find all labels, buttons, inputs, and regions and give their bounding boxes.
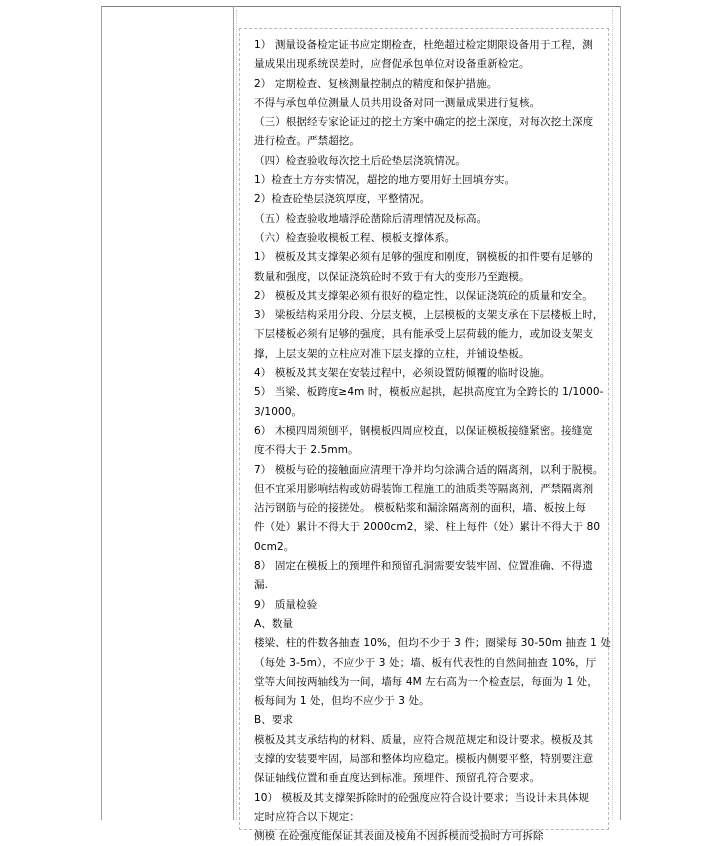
- text-line: 沾污钢筋与砼的接搓处。 模板粘浆和漏涂隔离剂的面积，墙、板按上每: [254, 502, 587, 515]
- text-line: 不得与承包单位测量人员共用设备对同一测量成果进行复核。: [254, 96, 541, 109]
- text-line: 6） 木模四周须刨平，钢模板四周应校直，以保证模板接缝紧密。接缝宽: [254, 424, 593, 437]
- text-line: 1） 测量设备检定证书应定期检查，杜绝超过检定期限设备用于工程，测: [254, 39, 593, 51]
- text-line: 板每间为 1 处，但均不应少于 3 处。: [254, 695, 430, 708]
- text-line: 9） 质量检验: [254, 598, 318, 611]
- table-right-border: [620, 6, 621, 820]
- text-line: 10） 模板及其支撑架拆除时的砼强度应符合设计要求；当设计未具体规: [254, 791, 589, 804]
- text-boundary-guide-right: [612, 10, 613, 820]
- text-line: 模板及其支承结构的材料、质量，应符合规范规定和设计要求。模板及其: [254, 733, 594, 746]
- text-line: 2）检查砼垫层浇筑厚度，平整情况。: [254, 193, 431, 206]
- text-line: 件（处）累计不得大于 2000cm2，梁、柱上每件（处）累计不得大于 80: [254, 521, 601, 534]
- text-line: 量成果出现系统误差时，应督促承包单位对设备重新检定。: [254, 58, 530, 71]
- table-top-border: [101, 6, 621, 7]
- text-line: 楼梁、柱的件数各抽查 10%，但均不少于 3 件；圈梁每 30-50m 抽查 1 处: [254, 637, 611, 650]
- text-line: 但不宜采用影响结构或妨碍装饰工程施工的油质类等隔离剂，严禁隔离剂: [254, 482, 594, 495]
- text-line: B、要求: [254, 714, 294, 727]
- text-line: （每处 3-5m），不应少于 3 处；墙、板有代表性的自然间抽查 10%，厅: [254, 656, 597, 669]
- document-body-text[interactable]: [254, 36, 611, 846]
- text-line: 8） 固定在模板上的预埋件和预留孔洞需要安装牢固、位置准确、不得遗: [254, 560, 593, 573]
- text-line: （三）根据经专家论证过的挖土方案中确定的挖土深度，对每次挖土深度: [254, 116, 594, 129]
- text-line: 2） 定期检查、复核测量控制点的精度和保护措施。: [254, 77, 498, 90]
- text-line: 撑，上层支架的立柱应对准下层支撑的立柱，并铺设垫板。: [254, 347, 530, 360]
- text-line: 支撑的安装要牢固，局部和整体均应稳定。模板内侧要平整，特别要注意: [254, 752, 594, 765]
- text-line: 1）检查土方夯实情况，超挖的地方要用好土回填夯实。: [254, 174, 516, 187]
- text-line: （六）检查验收模板工程、模板支撑体系。: [254, 231, 456, 244]
- text-line: （四）检查验收每次挖土后砼垫层浇筑情况。: [254, 154, 466, 167]
- text-line: （五）检查验收地墙浮砼凿除后清理情况及标高。: [254, 212, 488, 225]
- table-column-divider: [233, 6, 234, 820]
- text-line: 1） 模板及其支撑架必须有足够的强度和刚度，钢模板的扣件要有足够的: [254, 251, 593, 264]
- text-line: 5） 当梁、板跨度≥4m 时，模板应起拱，起拱高度宜为全跨长的 1/1000-: [254, 386, 604, 399]
- text-line: 4） 模板及其支架在安装过程中，必须设置防倾覆的临时设施。: [254, 367, 551, 380]
- text-line: A、数量: [254, 617, 294, 630]
- text-line: 3） 梁板结构采用分段、分层支模，上层模板的支架支承在下层楼板上时，: [254, 309, 604, 322]
- text-line: 定时应符合以下规定：: [254, 810, 360, 823]
- text-line: 保证轴线位置和垂直度达到标准。预埋件、预留孔符合要求。: [254, 772, 541, 785]
- text-line: 0cm2。: [254, 540, 295, 553]
- text-line: 下层楼板必须有足够的强度，具有能承受上层荷载的能力，或加设支架支: [254, 328, 594, 341]
- text-line: 2） 模板及其支撑架必须有很好的稳定性，以保证浇筑砼的质量和安全。: [254, 289, 593, 302]
- text-line: 进行检查。严禁超挖。: [254, 135, 360, 148]
- text-line: 侧模 在砼强度能保证其表面及棱角不因拆模而受损时方可拆除: [254, 830, 544, 843]
- text-line: 3/1000。: [254, 405, 303, 418]
- text-line: 度不得大于 2.5mm。: [254, 444, 359, 457]
- text-line: 堂等大间按两轴线为一间，墙每 4M 左右高为一个检查层，每面为 1 处，: [254, 675, 598, 688]
- table-left-border: [101, 6, 102, 820]
- text-line: 数量和强度，以保证浇筑砼时不致于有大的变形乃至跑模。: [254, 270, 530, 283]
- text-line: 漏.: [254, 579, 269, 592]
- text-boundary-guide-left: [236, 10, 237, 820]
- text-line: 7） 模板与砼的接触面应清理干净并均匀涂满合适的隔离剂，以利于脱模。: [254, 463, 604, 476]
